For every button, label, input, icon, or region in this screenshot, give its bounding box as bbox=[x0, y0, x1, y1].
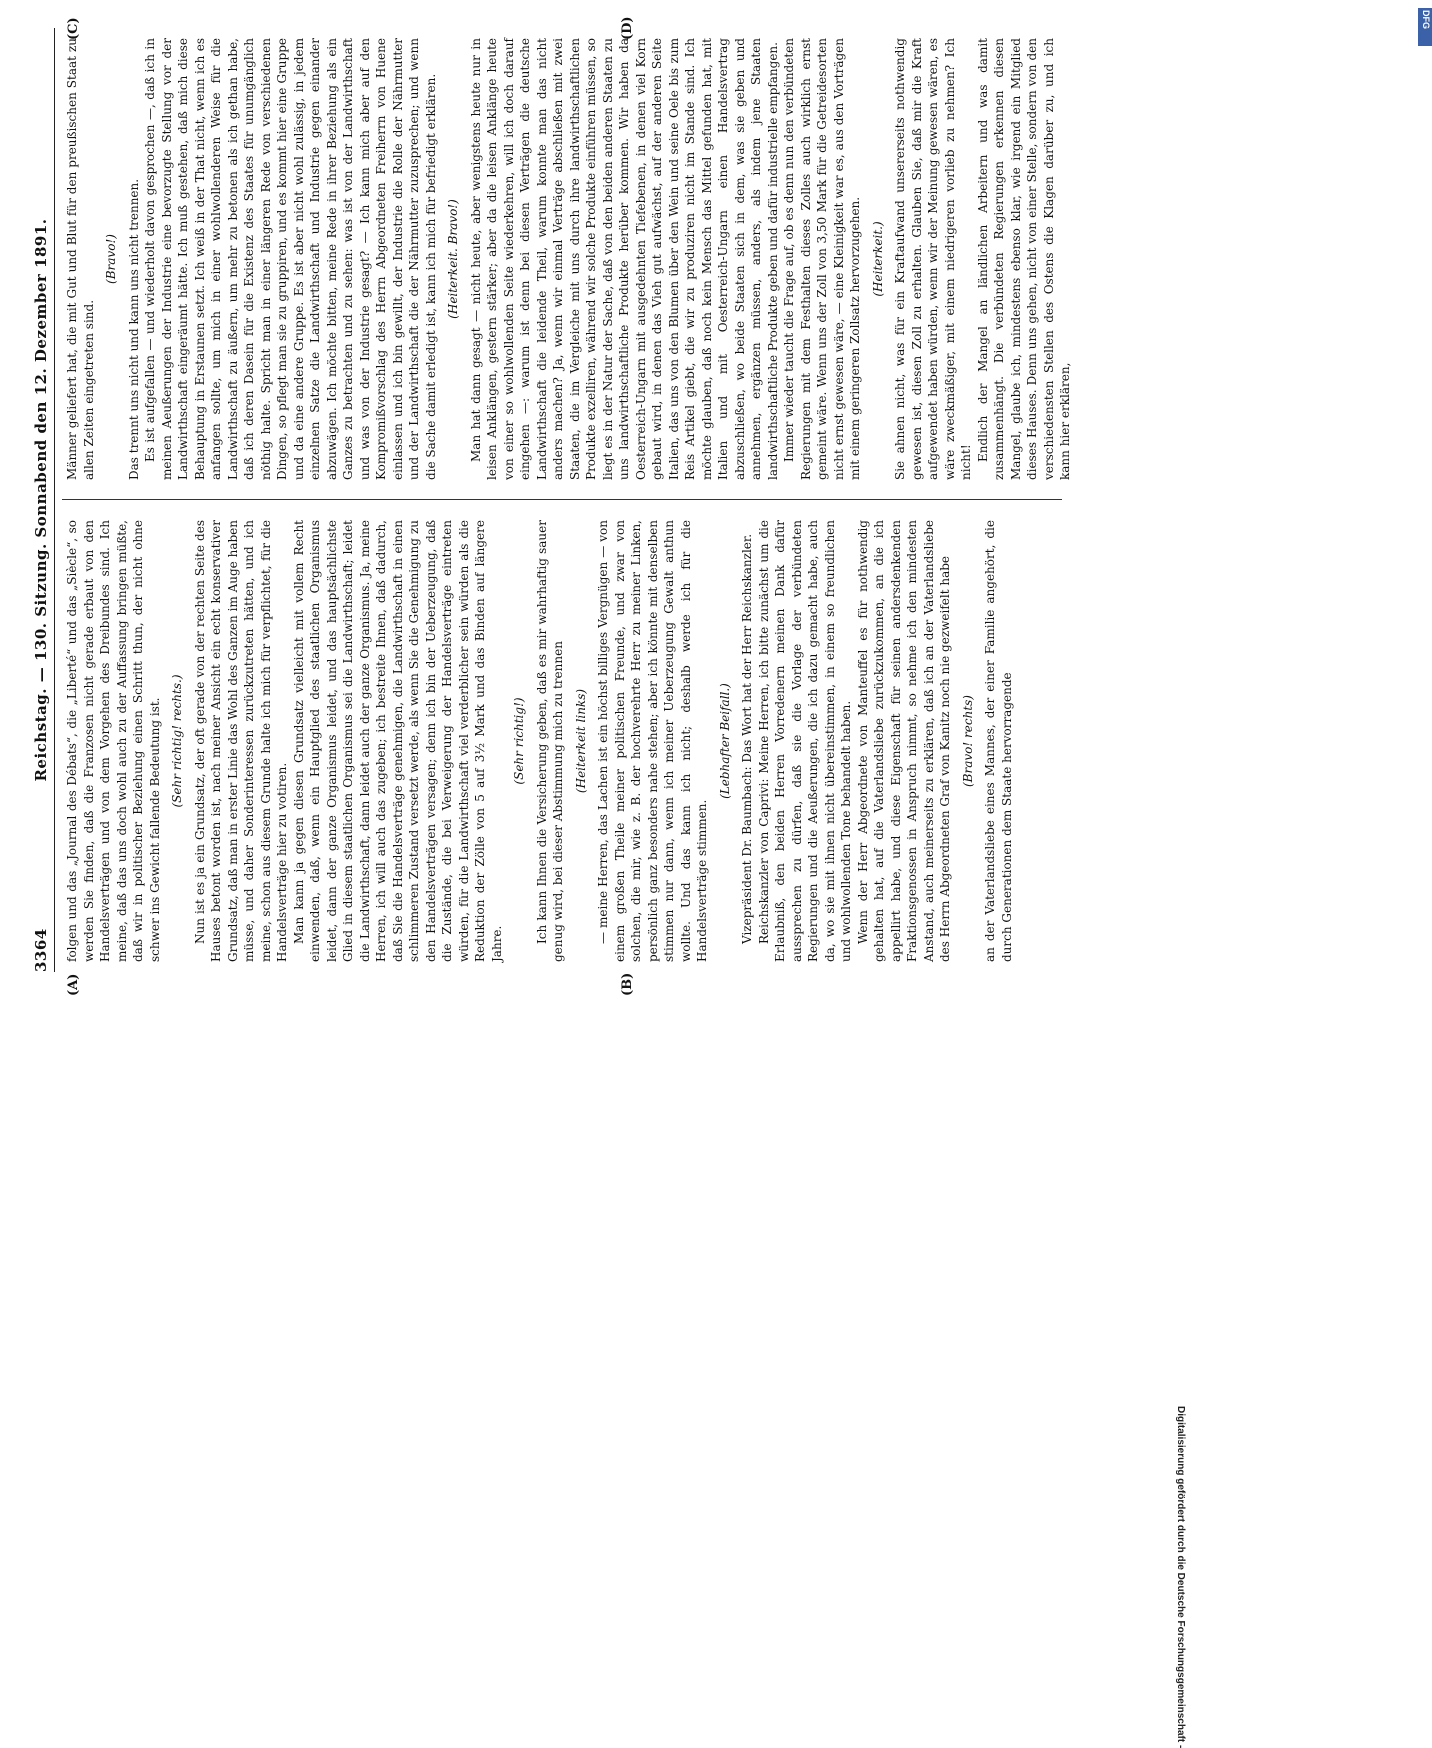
running-head: Reichstag. — 130. Sitzung. Sonnabend den 12. Dezember 1891. bbox=[32, 218, 50, 782]
paragraph: Es ist aufgefallen — und wiederholt davon gesprochen —, daß ich in meinen Aeußerungen der Industrie eine bevorzugte Stellung vor der Landwirthschaft eingeräumt hätte. Ich muß gestehen, daß mich diese Behauptung in Erstaunen setzt. Ich weiß in der That nicht, wenn ich es anfangen sollte, um mich in einer wohlwollenderen Weise für die Landwirthschaft zu äußern, um mehr zu betonen als ich gethan habe, daß ich deren Dasein für die Existenz des Staates für unumgänglich nöthig halte. Spricht man in einer längeren Rede von verschiedenen Dingen, so pflegt man sie zu gruppiren, und es kommt hier eine Gruppe und da eine andere Gruppe. Es ist aber nicht wohl zulässig, in jedem einzelnen Satze die Landwirthschaft und Industrie gegen einander abzuwägen. Ich möchte bitten, meine Rede in ihrer Beziehung als ein Ganzes zu betrachten und zu sehen: was ist von der Landwirthschaft und was von der Industrie gesagt? — Ich kann mich aber auf den Kompromißvorschlag des Herrn Abgeordneten Freiherrn von Huene einlassen und ich bin gewillt, der Industrie die Rolle der Nährmutter und der Landwirthschaft die der Nährmutter zuzusprechen; und wenn die Sache damit erledigt ist, kann ich mich für befriedigt erklären. bbox=[143, 38, 438, 480]
margin-letter-a: (A) bbox=[66, 973, 81, 996]
interjection: (Sehr richtig!) bbox=[512, 697, 526, 785]
left-column bbox=[64, 520, 1015, 962]
interjection: (Heiterkeit.) bbox=[870, 221, 885, 297]
interjection: (Lebhafter Beifall.) bbox=[717, 683, 732, 799]
margin-letter-b: (B) bbox=[620, 972, 635, 996]
paragraph: an der Vaterlandsliebe eines Mannes, der einer Familie angehört, die durch Generationen dem Staate hervorragende bbox=[983, 520, 1014, 962]
paragraph: Ich kann Ihnen die Versicherung geben, daß es mir wahrhaftig sauer genug wird, bei dieser Abstimmung mich zu trennen bbox=[534, 520, 565, 962]
margin-letter-d: (D) bbox=[620, 16, 635, 40]
paragraph: folgen und das „Journal des Débats“, die „Liberté“ und das „Siècle“, so werden Sie finden, daß die Franzosen nicht gerade erbaut von den Handelsverträgen und von dem Vorgehen des Dreibundes sind. Ich meine, daß das uns doch wohl auch zu der Auffassung bringen müßte, daß wir in politischer Beziehung einen Schritt thun, der nicht ohne schwer ins Gewicht fallende Bedeutung ist. bbox=[65, 520, 162, 962]
page-number: 3364 bbox=[32, 928, 50, 972]
paragraph: Man kann ja gegen diesen Grundsatz vielleicht mit vollem Recht einwenden, daß, wenn ein Hauptglied des staatlichen Organismus leidet, dann der ganze Organismus leidet, und das hauptsächlichste Glied in diesem staatlichen Organismus sei die Landwirthschaft; leidet die Landwirthschaft, dann leidet auch der ganze Organismus. Ja, meine Herren, ich will auch das zugeben; ich bestreite Ihnen, daß dadurch, daß Sie die Handelsverträge genehmigen, die Landwirthschaft in einen schlimmeren Zustand versetzt werde, als wenn Sie die Genehmigung zu den Handelsverträgen versagen; denn ich bin der Ueberzeugung, daß die Zustände, die bei Verweigerung der Handelsverträge eintreten würden, für die Landwirthschaft viel verderblicher sein würden als die Reduktion der Zölle von 5 auf 3½ Mark und das Binden auf längere Jahre. bbox=[291, 520, 504, 962]
interjection: (Bravo!) bbox=[104, 234, 118, 284]
paragraph: Nun ist es ja ein Grundsatz, der oft gerade von der rechten Seite des Hauses betont worden ist, nach meiner Ansicht ein echt konservativer Grundsatz, daß man in erster Linie das Wohl des Ganzen im Auge haben müsse, und daher Sonderinteressen zurückzutreten hätten, und ich meine, schon aus diesem Grunde halte ich mich für verpflichtet, für die Handelsverträge hier zu votiren. bbox=[192, 520, 289, 962]
dfg-logo bbox=[1418, 8, 1432, 46]
interjection: (Heiterkeit links) bbox=[573, 688, 588, 794]
paragraph: Man hat dann gesagt — nicht heute, aber wenigstens heute nur in leisen Anklängen, gestern stärker; aber da die leisen Anklänge heute von einer so wohlwollenden Seite wiederkehren, will ich doch darauf eingehen —: warum ist denn bei diesen Verträgen die deutsche Landwirthschaft die leidende Theil, warum konnte man das nicht anders machen? Ja, wenn wir einmal Verträge abschließen mit zwei Staaten, die im Vergleiche mit uns durch ihre landwirthschaftlichen Produkte exzelliren, während wir solche Produkte einführen müssen, so liegt es in der Natur der Sache, daß von den beiden anderen Staaten zu uns landwirthschaftliche Produkte herüber kommen. Wir haben da Oesterreich-Ungarn mit ausgedehnten Tiefebenen, in denen viel Korn gebaut wird, in denen das Vieh gut aufwächst, auf der anderen Seite Italien, das uns von den Blumen über den Wein und seine Oele bis zum Reis Artikel giebt, die wir zu produziren nicht im Stande sind. Ich möchte glauben, daß noch kein Mensch das Mittel gefunden hat, mit Italien und mit Oesterreich-Ungarn einen Handelsvertrag abzuschließen, wo beide Staaten sich in dem, was sie geben und annehmen, ergänzen müssen, anders, als indem jene Staaten landwirthschaftliche Produkte geben und dafür industrielle empfangen. bbox=[468, 38, 780, 480]
speaker-paragraph: Vizepräsident Dr. Baumbach: Das Wort hat der Herr Reichskanzler. bbox=[740, 533, 754, 944]
speaker-paragraph: Reichskanzler von Caprivi: Meine Herren, ich bitte zunächst um die Erlaubniß, den beiden Herren Vorredenern meinen Dank dafür aussprechen zu dürfen, daß sie die Vorlage der verbündeten Regierungen und die Aeußerungen, die ich dazu gemacht habe, auch da, wo sie mit ihnen nicht übereinstimmen, in einem so freundlichen und wohlwollenden Tone behandelt haben. bbox=[756, 520, 853, 962]
watermark-text: Digitalisierung gefördert durch die Deutsche Forschungsgemeinschaft - bbox=[1175, 1406, 1186, 1748]
column-divider bbox=[62, 499, 1062, 500]
margin-letter-c: (C) bbox=[66, 17, 81, 40]
dfg-logo-text: DFG bbox=[1421, 10, 1431, 29]
paragraph: Sie ahnen nicht, was für ein Kraftaufwand unsererseits nothwendig gewesen ist, diesen Zoll zu erhalten. Glauben Sie, daß mir die Kraft aufgewendet haben würden, wenn wir der Meinung gewesen wären, es wäre zweckmäßiger, mit einem niedrigeren vorlieb zu nehmen? Ich nicht! bbox=[893, 38, 973, 480]
interjection: (Sehr richtig! rechts.) bbox=[170, 674, 184, 808]
paragraph: Das trennt uns nicht und kann uns nicht trennen. bbox=[126, 178, 141, 480]
interjection: (Heiterkeit. Bravo!) bbox=[446, 199, 460, 319]
paragraph: — meine Herren, das Lachen ist ein höchst billiges Vergnügen — von einem großen Theile meiner politischen Freunde, und zwar von solchen, die mir, wie z. B. der hochverehrte Herr zu meiner Linken, persönlich ganz besonders nahe stehen; aber ich könnte mit denselben stimmen nur dann, wenn ich meiner Ueberzeugung Gewalt anthun wollte. Und das kann ich nicht; deshalb werde ich für die Handelsverträge stimmen. bbox=[596, 520, 709, 962]
paragraph: Wenn der Herr Abgeordnete von Manteuffel es für nothwendig gehalten hat, auf die Vaterlandsliebe zurückzukommen, an die ich appellirt habe, und diese Eigenschaft für seinen andersdenkenden Fraktionsgenossen in Anspruch nimmt, so nehme ich den mindesten Anstand, auch meinerseits zu erklären, daß ich an der Vaterlandsliebe des Herrn Abgeordneten Graf von Kanitz noch nie gezweifelt habe bbox=[855, 520, 952, 962]
right-column bbox=[64, 38, 1074, 480]
paragraph: Immer wieder taucht die Frage auf, ob es denn nun den verbündeten Regierungen mit dem Festhalten dieses Zolles auch wirklich ernst gemeint wäre. Wenn uns der Zoll von 3,50 Mark für die Getreidesorten nicht ernst gewesen wäre, — eine Kleinigkeit war es, aus den Vorträgen mit einem geringeren Zollsatz hervorzugehen. bbox=[782, 38, 862, 480]
paragraph: Endlich der Mangel an ländlichen Arbeitern und was damit zusammenhängt. Die verbündeten Regierungen erkennen diesen Mangel, glaube ich, mindestens ebenso klar, wie irgend ein Mitglied dieses Hauses. Denn uns gehen, nicht von einer Stelle, sondern von den verschiedensten Stellen des Ostens die Klagen darüber zu, und ich kann hier erklären, bbox=[975, 38, 1072, 480]
page-header bbox=[32, 28, 55, 972]
interjection: (Bravo! rechts) bbox=[960, 695, 975, 787]
paragraph: Männer geliefert hat, die mit Gut und Blut für den preußischen Staat zu allen Zeiten eingetreten sind. bbox=[65, 38, 96, 480]
